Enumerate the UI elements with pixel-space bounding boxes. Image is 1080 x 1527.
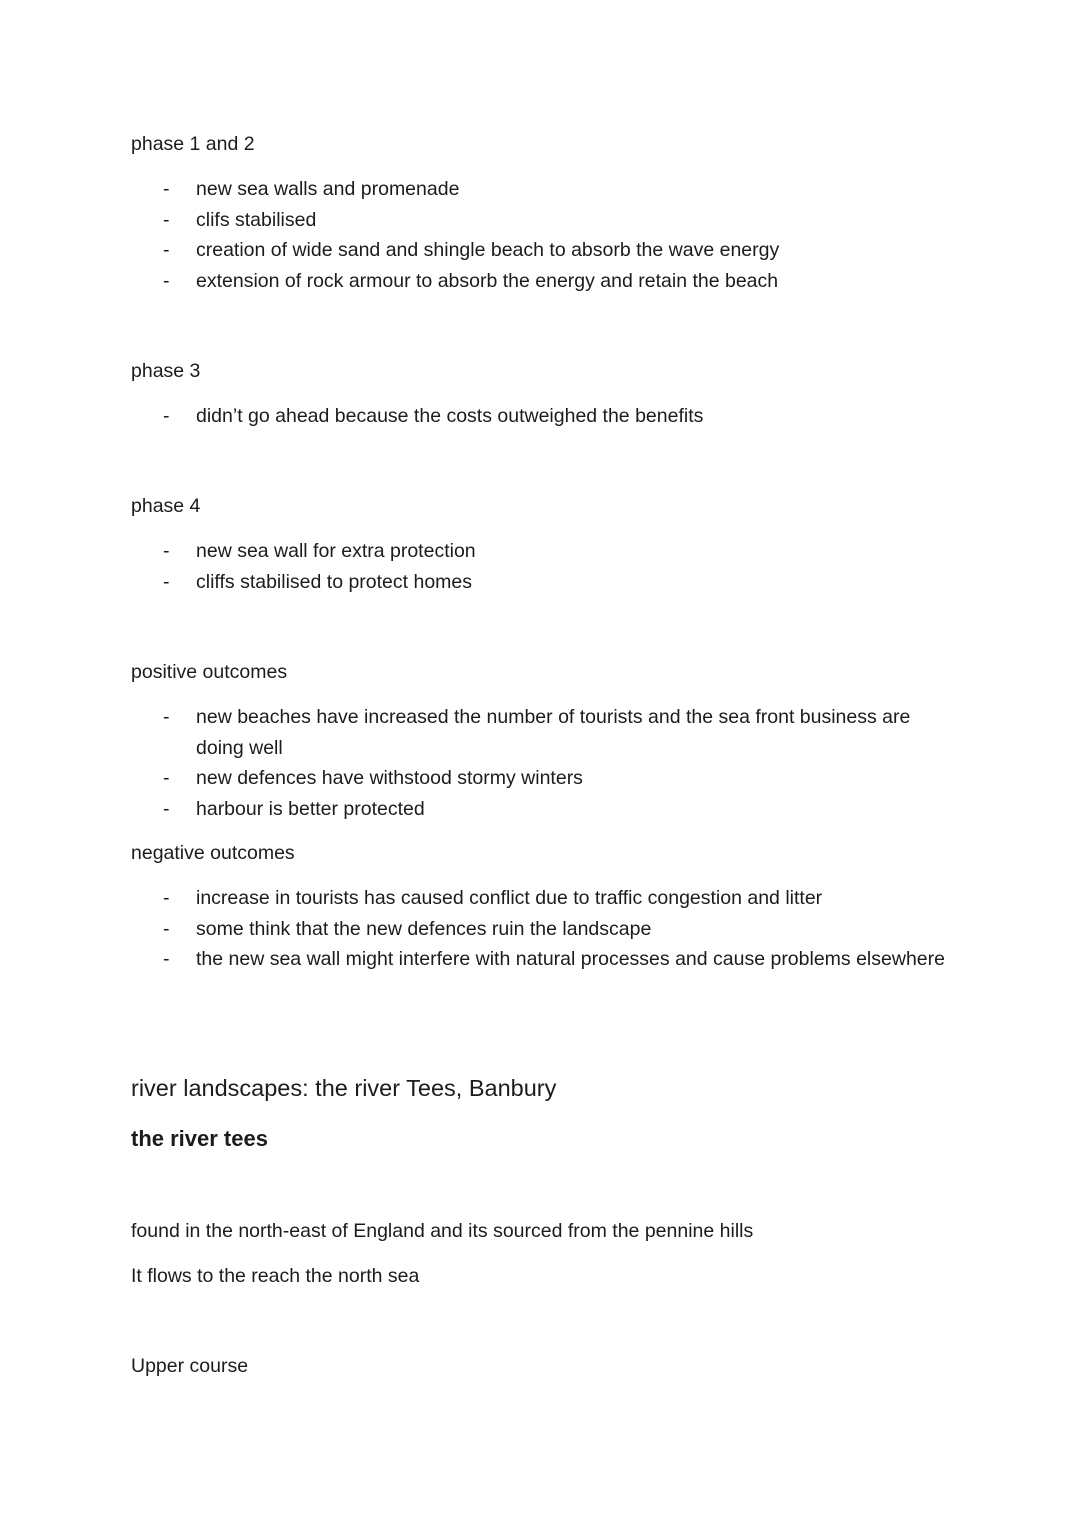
dash-bullet: - [163, 917, 170, 940]
phase-1-2-list [131, 174, 956, 296]
river-location-text: found in the north-east of England and its sourced from the pennine hills [131, 1220, 754, 1242]
river-tees-subtitle: the river tees [131, 1126, 268, 1151]
list-item [131, 401, 956, 432]
list-item-text: the new sea wall might interfere with natural processes and cause problems elsewhere [196, 948, 945, 970]
phase-4-list [131, 536, 956, 597]
list-item [131, 266, 956, 297]
phase-4-heading: phase 4 [131, 495, 201, 517]
dash-bullet: - [163, 706, 170, 728]
positive-outcomes-list [131, 702, 956, 824]
list-item-text: new defences have withstood stormy winters [196, 767, 583, 789]
dash-bullet: - [163, 269, 170, 292]
list-item [131, 702, 956, 763]
dash-bullet: - [163, 178, 170, 200]
river-flow-text: It flows to the reach the north sea [131, 1265, 420, 1287]
phase-3-list [131, 401, 956, 432]
list-item [131, 794, 956, 825]
list-item [131, 205, 956, 236]
dash-bullet: - [163, 797, 170, 820]
dash-bullet: - [163, 570, 170, 593]
phase-1-2-heading: phase 1 and 2 [131, 133, 255, 155]
list-item [131, 944, 956, 975]
list-item-text: new sea wall for extra protection [196, 540, 476, 562]
list-item [131, 174, 956, 205]
dash-bullet: - [163, 767, 170, 789]
phase-3-heading: phase 3 [131, 360, 201, 382]
dash-bullet: - [163, 239, 170, 261]
list-item-text: cliffs stabilised to protect homes [196, 570, 473, 593]
upper-course-heading: Upper course [131, 1355, 249, 1377]
dash-bullet: - [163, 208, 170, 231]
list-item-text: clifs stabilised [196, 208, 317, 231]
list-item [131, 567, 956, 598]
list-item-text: extension of rock armour to absorb the energy and retain the beach [196, 269, 779, 292]
list-item [131, 235, 956, 266]
list-item [131, 763, 956, 794]
list-item-text: some think that the new defences ruin the landscape [196, 917, 652, 940]
list-item-text: new beaches have increased the number of tourists and the sea front business are doing well [196, 706, 911, 759]
dash-bullet: - [163, 948, 170, 970]
list-item-text: new sea walls and promenade [196, 178, 460, 200]
list-item-text: didn’t go ahead because the costs outweighed the benefits [196, 405, 704, 427]
dash-bullet: - [163, 540, 170, 562]
list-item-text: harbour is better protected [196, 797, 425, 820]
list-item-text: increase in tourists has caused conflict due to traffic congestion and litter [196, 887, 823, 909]
negative-outcomes-list [131, 883, 956, 975]
list-item-text: creation of wide sand and shingle beach to absorb the wave energy [196, 239, 780, 261]
negative-outcomes-heading: negative outcomes [131, 842, 295, 864]
river-landscapes-title: river landscapes: the river Tees, Banbury [131, 1075, 557, 1101]
list-item [131, 914, 956, 945]
positive-outcomes-heading: positive outcomes [131, 661, 288, 683]
list-item [131, 536, 956, 567]
dash-bullet: - [163, 405, 170, 427]
dash-bullet: - [163, 887, 170, 909]
list-item [131, 883, 956, 914]
